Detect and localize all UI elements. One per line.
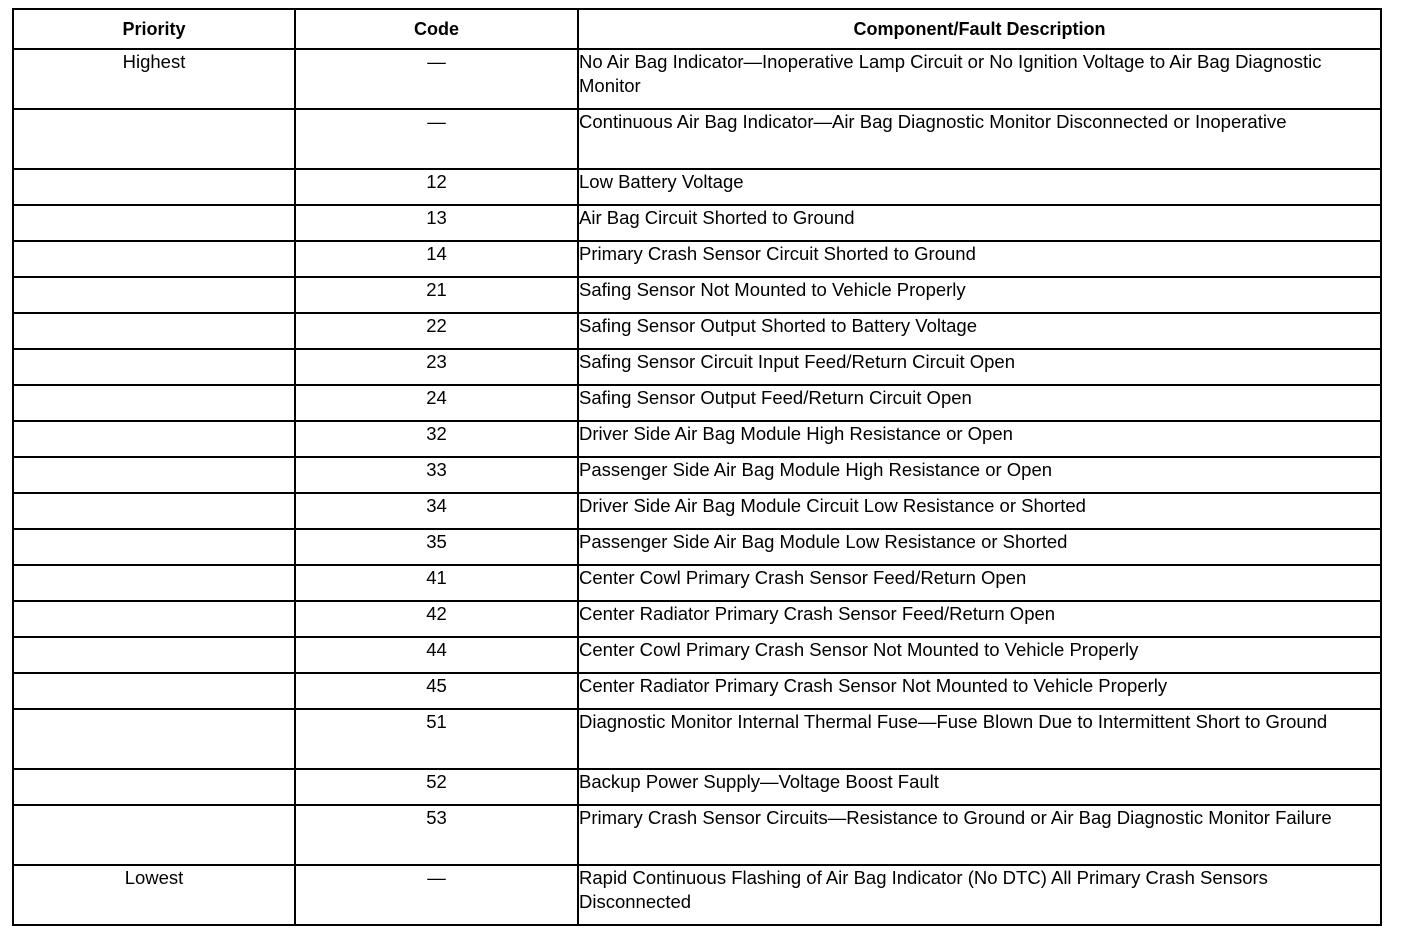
fault-code-table-container <box>12 8 1382 926</box>
priority-cell <box>13 385 295 421</box>
code-text: 53 <box>426 807 447 828</box>
code-cell <box>295 313 578 349</box>
table-row <box>13 349 1381 385</box>
table-row <box>13 277 1381 313</box>
table-row <box>13 241 1381 277</box>
code-cell <box>295 565 578 601</box>
description-cell <box>578 49 1381 109</box>
description-text: Safing Sensor Output Feed/Return Circuit Open <box>579 387 972 408</box>
code-cell <box>295 241 578 277</box>
description-cell <box>578 709 1381 769</box>
description-cell <box>578 313 1381 349</box>
description-cell <box>578 769 1381 805</box>
description-text: No Air Bag Indicator—Inoperative Lamp Circuit or No Ignition Voltage to Air Bag Diagnostic Monitor <box>579 51 1322 96</box>
description-text: Safing Sensor Output Shorted to Battery Voltage <box>579 315 978 336</box>
code-text: 23 <box>426 351 447 372</box>
code-cell <box>295 673 578 709</box>
code-text: 13 <box>426 207 447 228</box>
table-row <box>13 313 1381 349</box>
description-text: Safing Sensor Not Mounted to Vehicle Properly <box>579 279 966 300</box>
code-header: Code <box>295 9 578 49</box>
code-cell <box>295 601 578 637</box>
description-cell <box>578 493 1381 529</box>
description-text: Center Cowl Primary Crash Sensor Feed/Return Open <box>579 567 1027 588</box>
priority-cell <box>13 769 295 805</box>
priority-cell <box>13 313 295 349</box>
description-text: Center Radiator Primary Crash Sensor Not Mounted to Vehicle Properly <box>579 675 1168 696</box>
description-cell <box>578 457 1381 493</box>
description-text: Continuous Air Bag Indicator—Air Bag Diagnostic Monitor Disconnected or Inoperative <box>579 111 1287 132</box>
priority-header: Priority <box>13 9 295 49</box>
code-cell <box>295 637 578 673</box>
code-cell <box>295 349 578 385</box>
table-row <box>13 109 1381 169</box>
code-cell <box>295 709 578 769</box>
description-text: Low Battery Voltage <box>579 171 744 192</box>
table-row <box>13 49 1381 109</box>
code-text: — <box>427 111 446 132</box>
code-text: 42 <box>426 603 447 624</box>
description-cell <box>578 277 1381 313</box>
table-row <box>13 385 1381 421</box>
code-cell <box>295 769 578 805</box>
code-text: 12 <box>426 171 447 192</box>
description-text: Passenger Side Air Bag Module Low Resistance or Shorted <box>579 531 1068 552</box>
code-text: 14 <box>426 243 447 264</box>
code-cell <box>295 865 578 925</box>
code-cell <box>295 421 578 457</box>
code-cell <box>295 277 578 313</box>
description-cell <box>578 169 1381 205</box>
code-cell <box>295 169 578 205</box>
description-text: Passenger Side Air Bag Module High Resistance or Open <box>579 459 1053 480</box>
description-text: Center Radiator Primary Crash Sensor Feed/Return Open <box>579 603 1056 624</box>
table-row <box>13 709 1381 769</box>
table-row <box>13 865 1381 925</box>
code-cell <box>295 385 578 421</box>
priority-cell <box>13 457 295 493</box>
code-text: 45 <box>426 675 447 696</box>
description-text: Driver Side Air Bag Module High Resistance or Open <box>579 423 1013 444</box>
code-cell <box>295 529 578 565</box>
code-text: 51 <box>426 711 447 732</box>
table-row <box>13 601 1381 637</box>
table-row <box>13 565 1381 601</box>
priority-cell <box>13 241 295 277</box>
code-text: 35 <box>426 531 447 552</box>
code-text: 41 <box>426 567 447 588</box>
priority-cell <box>13 709 295 769</box>
priority-cell <box>13 421 295 457</box>
description-cell <box>578 673 1381 709</box>
priority-cell <box>13 349 295 385</box>
code-cell <box>295 493 578 529</box>
table-row <box>13 637 1381 673</box>
table-row <box>13 529 1381 565</box>
description-text: Center Cowl Primary Crash Sensor Not Mounted to Vehicle Properly <box>579 639 1139 660</box>
table-row <box>13 493 1381 529</box>
priority-cell <box>13 49 295 109</box>
description-text: Air Bag Circuit Shorted to Ground <box>579 207 855 228</box>
priority-cell <box>13 109 295 169</box>
priority-cell <box>13 637 295 673</box>
description-cell <box>578 865 1381 925</box>
code-text: — <box>427 51 446 72</box>
code-text: 33 <box>426 459 447 480</box>
description-text: Primary Crash Sensor Circuit Shorted to Ground <box>579 243 976 264</box>
description-cell <box>578 421 1381 457</box>
priority-cell <box>13 601 295 637</box>
priority-cell <box>13 169 295 205</box>
description-text: Driver Side Air Bag Module Circuit Low Resistance or Shorted <box>579 495 1086 516</box>
priority-cell <box>13 673 295 709</box>
description-cell <box>578 349 1381 385</box>
table-row <box>13 205 1381 241</box>
code-cell <box>295 49 578 109</box>
code-text: 22 <box>426 315 447 336</box>
description-cell <box>578 565 1381 601</box>
description-text: Backup Power Supply—Voltage Boost Fault <box>579 771 939 792</box>
code-text: 52 <box>426 771 447 792</box>
priority-cell <box>13 805 295 865</box>
table-row <box>13 673 1381 709</box>
code-cell <box>295 457 578 493</box>
description-text: Primary Crash Sensor Circuits—Resistance to Ground or Air Bag Diagnostic Monitor Failure <box>579 807 1332 828</box>
table-row <box>13 421 1381 457</box>
description-cell <box>578 109 1381 169</box>
priority-cell <box>13 529 295 565</box>
priority-text: Lowest <box>124 867 184 888</box>
code-text: 32 <box>426 423 447 444</box>
description-text: Rapid Continuous Flashing of Air Bag Indicator (No DTC) All Primary Crash Sensors Disconnected <box>579 867 1268 912</box>
table-row <box>13 457 1381 493</box>
priority-cell <box>13 205 295 241</box>
code-cell <box>295 205 578 241</box>
priority-cell <box>13 493 295 529</box>
table-row <box>13 769 1381 805</box>
code-text: 21 <box>426 279 447 300</box>
description-header: Component/Fault Description <box>578 9 1381 49</box>
priority-cell <box>13 277 295 313</box>
priority-cell <box>13 865 295 925</box>
code-text: 34 <box>426 495 447 516</box>
code-text: 24 <box>426 387 447 408</box>
fault-code-table <box>12 8 1382 926</box>
description-cell <box>578 385 1381 421</box>
description-cell <box>578 637 1381 673</box>
description-cell <box>578 241 1381 277</box>
description-cell <box>578 805 1381 865</box>
table-row <box>13 805 1381 865</box>
priority-cell <box>13 565 295 601</box>
description-cell <box>578 601 1381 637</box>
table-row <box>13 169 1381 205</box>
description-text: Diagnostic Monitor Internal Thermal Fuse—Fuse Blown Due to Intermittent Short to Ground <box>579 711 1328 732</box>
description-cell <box>578 529 1381 565</box>
description-text: Safing Sensor Circuit Input Feed/Return Circuit Open <box>579 351 1015 372</box>
header-row <box>13 9 1381 49</box>
priority-text: Highest <box>122 51 186 72</box>
description-cell <box>578 205 1381 241</box>
code-cell <box>295 109 578 169</box>
code-text: 44 <box>426 639 447 660</box>
code-cell <box>295 805 578 865</box>
code-text: — <box>427 867 446 888</box>
